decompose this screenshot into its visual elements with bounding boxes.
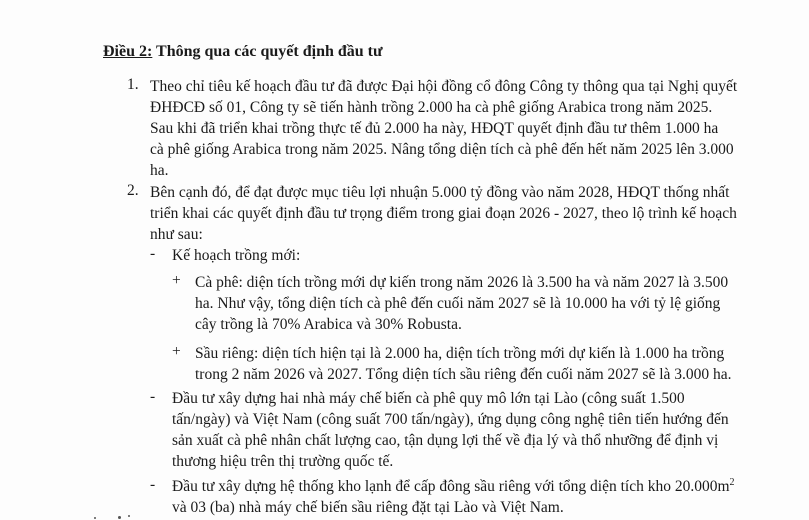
cold-storage-line-1: Đầu tư xây dựng hệ thống kho lạnh để cấp đông sầu riêng với tổng diện tích kho 20.000m <box>172 478 730 495</box>
durian-plus: + <box>172 343 181 360</box>
paragraph-line: ha. <box>150 162 169 179</box>
planting-label <box>172 245 300 266</box>
scan-speck <box>94 517 96 519</box>
paragraph-line: Sau khi đã triển khai trồng thực tế đủ 2.000 ha này, HĐQT quyết định đầu tư thêm 1.000 ha <box>150 120 719 137</box>
durian-paragraph <box>195 343 732 385</box>
paragraph-line <box>172 476 735 497</box>
paragraph-line: tấn/ngày) và Việt Nam (công suất 700 tấn/ngày), ứng dụng công nghệ tiên tiến hướng đến <box>172 411 729 428</box>
scan-speck <box>128 515 130 517</box>
cold-storage-dash: - <box>150 476 156 493</box>
paragraph-line: Sầu riêng: diện tích hiện tại là 2.000 ha, diện tích trồng mới dự kiến là 1.000 ha trồng <box>195 345 725 362</box>
paragraph-line: trong 2 năm 2026 và 2027. Tổng diện tích sầu riêng đến cuối năm 2027 sẽ là 3.000 ha. <box>195 366 732 383</box>
paragraph-line: ha. Như vậy, tổng diện tích cà phê đến cuối năm 2027 sẽ là 10.000 ha với tỷ lệ giống <box>195 295 721 312</box>
factory-dash: - <box>150 388 156 405</box>
scan-speck <box>118 516 121 519</box>
paragraph-line: và 03 (ba) nhà máy chế biến sầu riêng đặt tại Lào và Việt Nam. <box>172 499 564 516</box>
paragraph-line: Theo chỉ tiêu kế hoạch đầu tư đã được Đại hội đồng cổ đông Công ty thông qua tại Nghị quyết <box>150 78 738 95</box>
paragraph-line: Cà phê: diện tích trồng mới dự kiến trong năm 2026 là 3.500 ha và năm 2027 là 3.500 <box>195 274 729 291</box>
cold-storage-paragraph <box>172 476 735 518</box>
paragraph-line: ĐHĐCĐ số 01, Công ty sẽ tiến hành trồng 2.000 ha cà phê giống Arabica trong năm 2025. <box>150 99 713 116</box>
paragraph-line: cà phê giống Arabica trong năm 2025. Nâng tổng diện tích cà phê đến hết năm 2025 lên 3.000 <box>150 141 734 158</box>
item-2-paragraph <box>150 182 737 245</box>
article-title: Thông qua các quyết định đầu tư <box>152 43 383 60</box>
paragraph-line: Đầu tư xây dựng hai nhà máy chế biến cà phê quy mô lớn tại Lào (công suất 1.500 <box>172 390 685 407</box>
factory-paragraph <box>172 388 729 472</box>
planting-dash: - <box>150 245 156 262</box>
paragraph-line: triển khai các quyết định đầu tư trọng điểm trong giai đoạn 2026 - 2027, theo lộ trình kế hoạch <box>150 205 737 222</box>
superscript-2: 2 <box>729 476 735 488</box>
planting-label-text: Kế hoạch trồng mới: <box>172 247 301 264</box>
article-heading <box>103 43 383 61</box>
item-1-paragraph <box>150 76 738 181</box>
article-number: Điều 2: <box>103 43 153 60</box>
paragraph-line: thương hiệu trên thị trường quốc tế. <box>172 453 394 470</box>
paragraph-line: sản xuất cà phê nhân chất lượng cao, tận dụng lợi thế về địa lý và thổ nhưỡng để định vị <box>172 432 719 449</box>
coffee-plus: + <box>172 272 181 289</box>
paragraph-line: cây trồng là 70% Arabica và 30% Robusta. <box>195 316 462 333</box>
coffee-paragraph <box>195 272 729 335</box>
item-1-number: 1. <box>127 76 139 93</box>
item-2-number: 2. <box>127 182 139 199</box>
paragraph-line: Bên cạnh đó, để đạt được mục tiêu lợi nhuận 5.000 tỷ đồng vào năm 2028, HĐQT thống nhất <box>150 184 730 201</box>
paragraph-line: như sau: <box>150 226 203 243</box>
